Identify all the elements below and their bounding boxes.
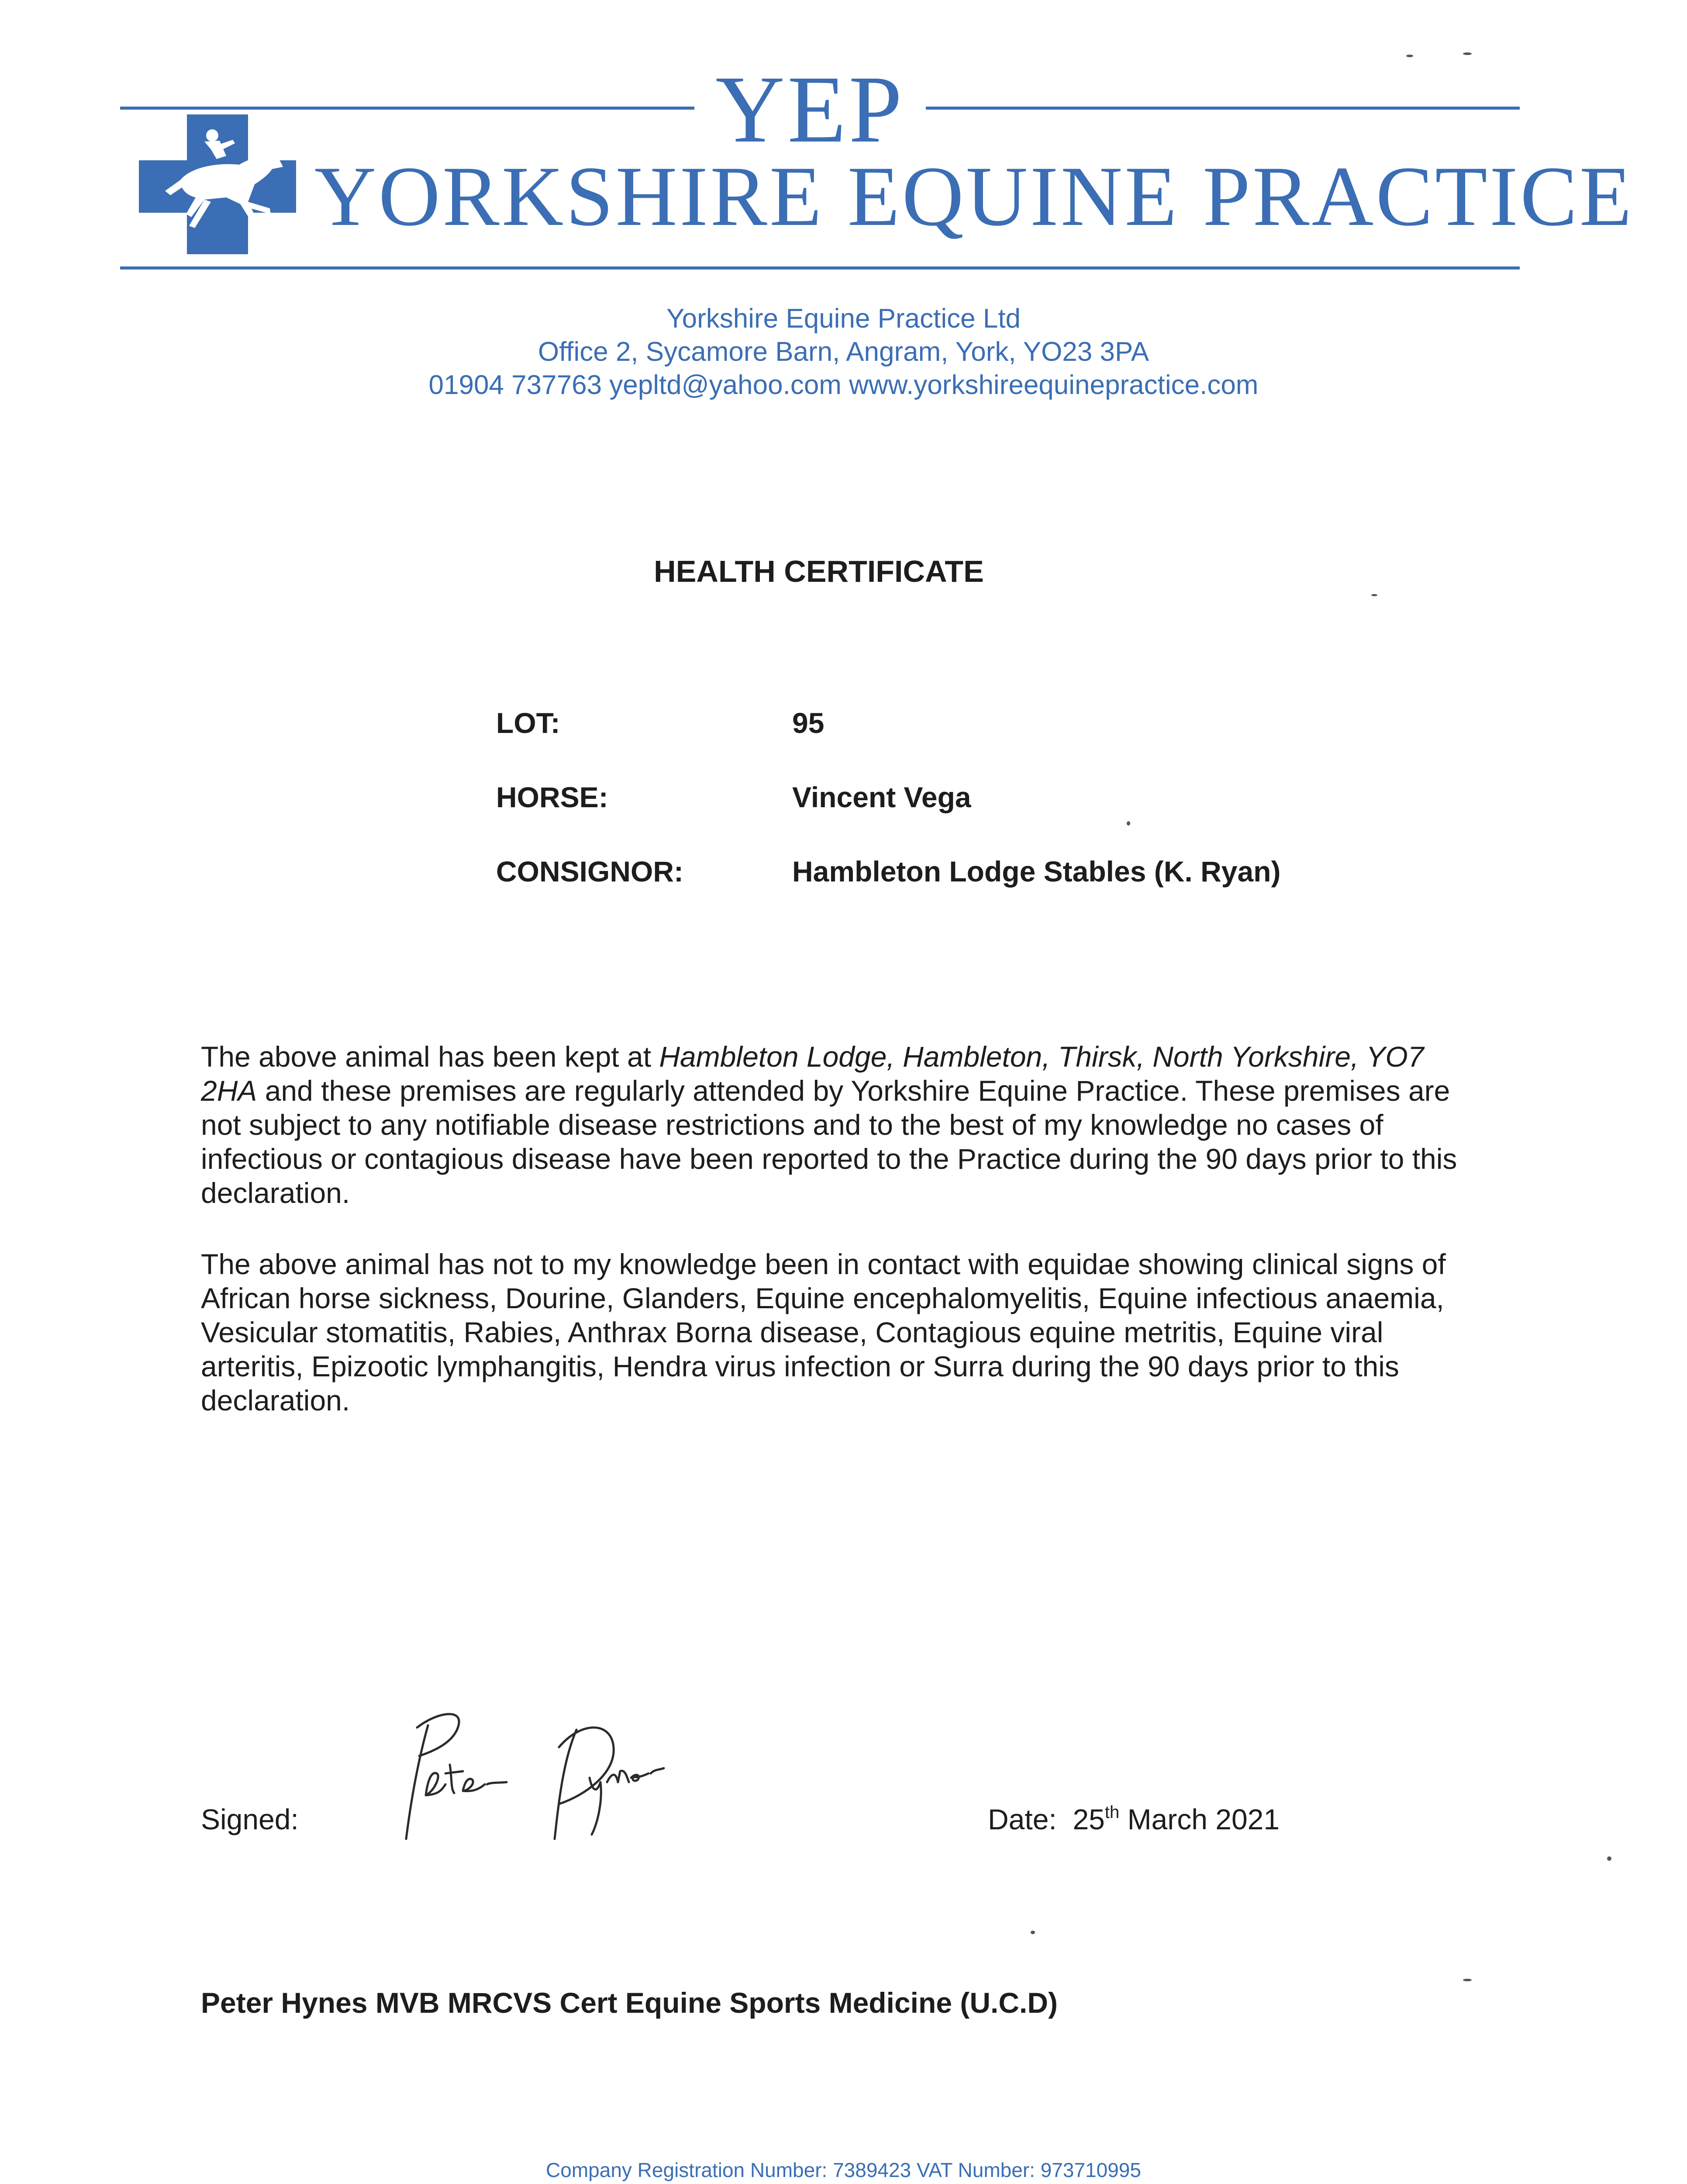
blue-cross-horse-logo-icon	[139, 114, 296, 254]
veterinarian-name: Peter Hynes MVB MRCVS Cert Equine Sports Medicine (U.C.D)	[201, 1987, 1058, 2019]
document-title: HEALTH CERTIFICATE	[654, 554, 984, 588]
scan-speck	[1463, 1979, 1472, 1981]
date-month-year: March 2021	[1127, 1803, 1280, 1835]
scan-speck	[1031, 1931, 1035, 1934]
horse-label: HORSE:	[496, 781, 608, 813]
lot-label: LOT:	[496, 707, 560, 739]
company-address: Office 2, Sycamore Barn, Angram, York, YO23 3PA	[538, 337, 1149, 367]
premises-address: Hambleton Lodge, Hambleton, Thirsk, North Yorkshire, YO7 2HA	[201, 1040, 1424, 1107]
handwritten-signature	[376, 1695, 690, 1852]
signed-label: Signed:	[201, 1803, 299, 1835]
scan-speck	[1406, 55, 1413, 57]
scan-speck	[1127, 821, 1130, 826]
letterhead-rule-top-left	[120, 107, 694, 110]
scan-speck	[1371, 594, 1377, 596]
date-label: Date:	[988, 1803, 1057, 1835]
date-block	[988, 1802, 1280, 1837]
declaration-paragraph-premises	[201, 1040, 1467, 1210]
practice-name: YORKSHIRE EQUINE PRACTICE	[314, 149, 1634, 244]
letterhead-rule-top-right	[926, 107, 1520, 110]
scan-speck	[1463, 52, 1472, 55]
horse-value: Vincent Vega	[792, 781, 971, 813]
date-day: 25	[1073, 1803, 1105, 1835]
date-suffix: th	[1104, 1803, 1120, 1822]
declaration-paragraph-diseases: The above animal has not to my knowledge been in contact with equidae showing clinical signs of African horse sickness, Dourine, Glanders, Equine encephalomyelitis, Equine infectious anaemia, Vesicular stomatitis, Rabies, Anthrax Borna disease, Contagious equine metritis, Equine viral arteritis, Epizootic lymphangitis, Hendra virus infection or Surra during the 90 days prior to this declaration.	[201, 1248, 1446, 1417]
consignor-label: CONSIGNOR:	[496, 855, 683, 888]
premises-suffix: and these premises are regularly attended by Yorkshire Equine Practice. These premises are not subject to any notifiable disease restrictions and to the best of my knowledge no cases of infectious or contagious disease have been reported to the Practice during the 90 days prior to this declaration.	[201, 1075, 1457, 1209]
company-details	[0, 302, 1687, 402]
letterhead-rule-bottom	[120, 266, 1520, 270]
lot-value: 95	[792, 707, 825, 739]
premises-prefix: The above animal has been kept at	[201, 1040, 659, 1073]
company-contact: 01904 737763 yepltd@yahoo.com www.yorkshireequinepractice.com	[428, 370, 1259, 400]
company-registration-footer: Company Registration Number: 7389423 VAT Number: 973710995	[546, 2159, 1141, 2181]
brand-abbreviation: YEP	[715, 56, 905, 162]
consignor-value: Hambleton Lodge Stables (K. Ryan)	[792, 855, 1281, 888]
company-name: Yorkshire Equine Practice Ltd	[666, 304, 1021, 334]
scan-speck	[1607, 1856, 1611, 1861]
